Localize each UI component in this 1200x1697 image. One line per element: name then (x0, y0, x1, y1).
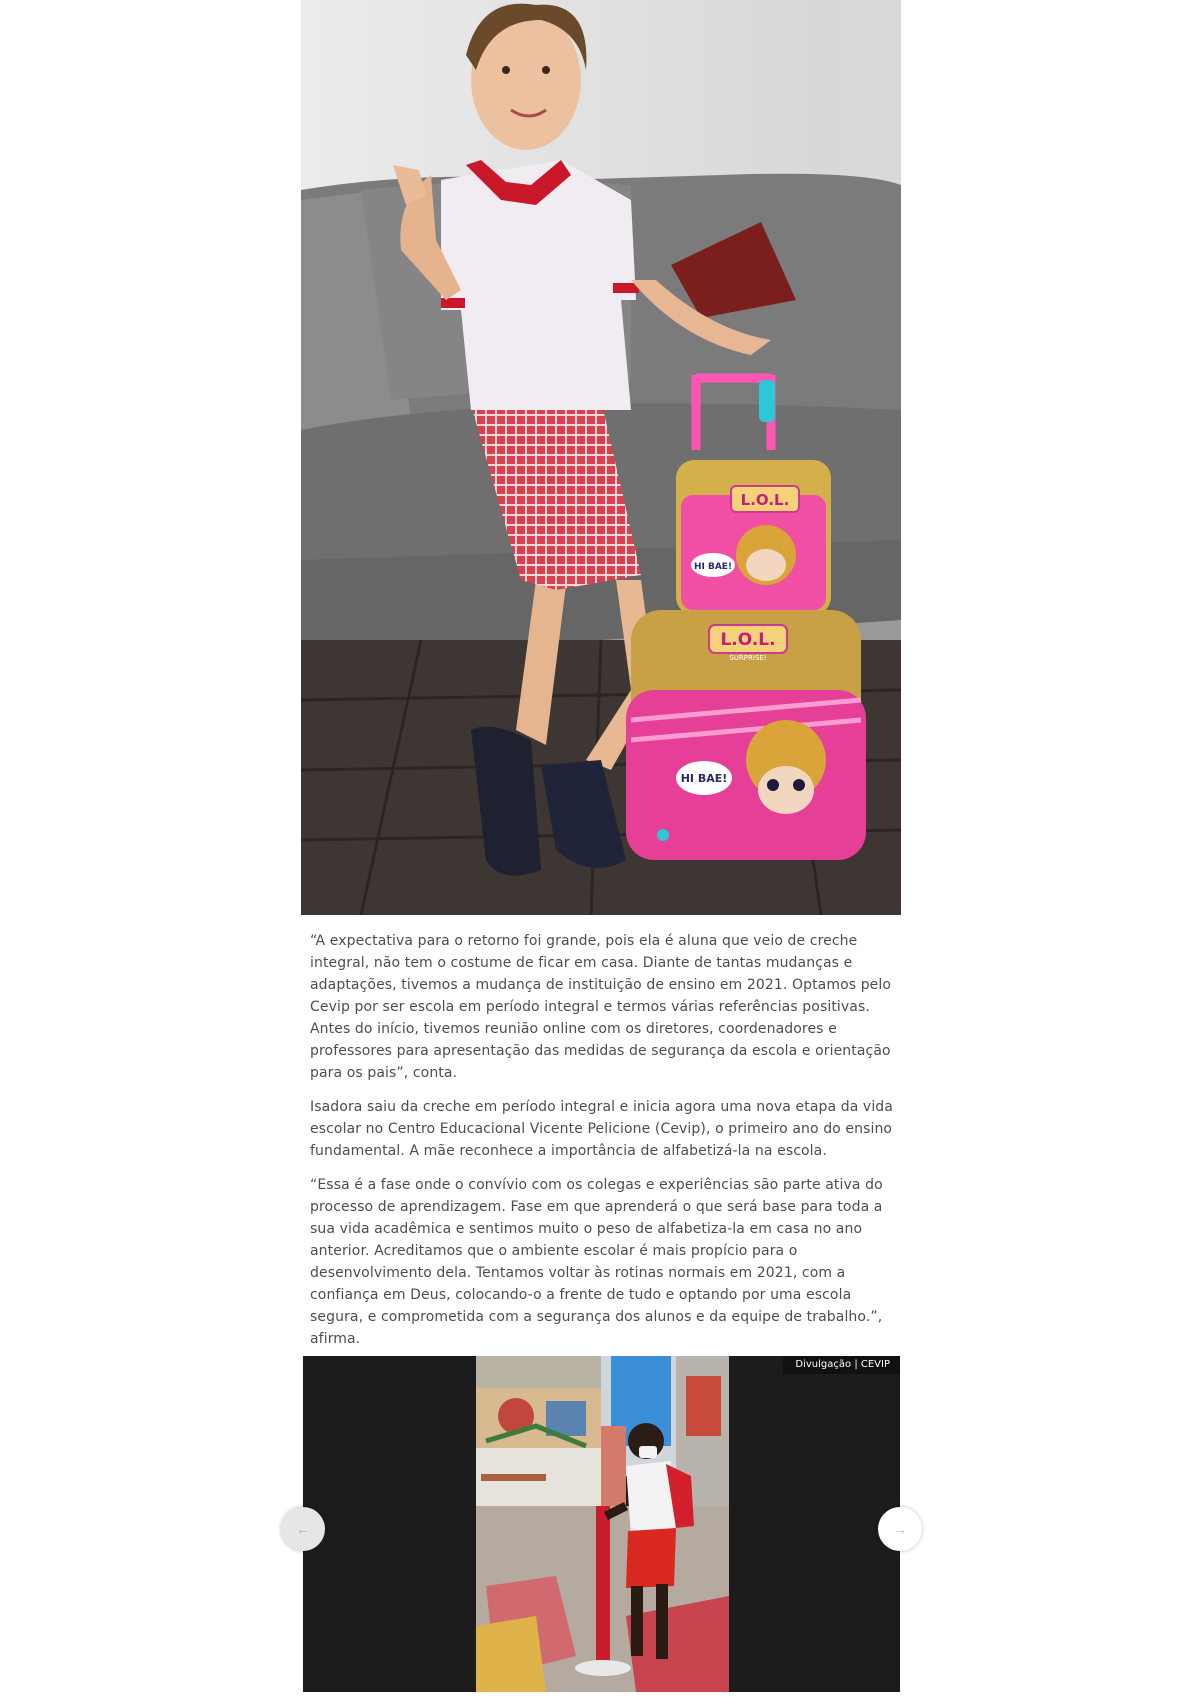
backpack-logo-top: L.O.L. (740, 491, 790, 509)
backpack-logo-sub: SURPRISE! (729, 654, 767, 662)
gallery-next-button[interactable] (878, 1507, 922, 1551)
backpack-logo-bottom: L.O.L. (720, 630, 776, 650)
arrow-left-icon: ← (296, 1521, 310, 1537)
article-paragraph: Isadora saiu da creche em período integral e inicia agora uma nova etapa da vida escolar no Centro Educacional Vicente Pelicione (Cevip), o primeiro ano do ensino fundamental. A mãe reconhece a importância de alfabetizá-la na escola. (310, 1099, 893, 1159)
photo-credit: Divulgação | CEVIP (783, 1356, 900, 1374)
gallery-prev-button[interactable] (281, 1507, 325, 1551)
article-paragraph: “Essa é a fase onde o convívio com os colegas e experiências são parte ativa do processo de aprendizagem. Fase em que aprenderá o que será base para toda a sua vida acadêmica e sentimos muito o peso de alfabetiza-la em casa no ano anterior. Acreditamos que o ambiente escolar é mais propício para o desenvolvimento dela. Tentamos voltar às rotinas normais em 2021, com a confiança em Deus, colocando-o a frente de tudo e optando por uma escola segura, e comprometida com a segurança dos alunos e da equipe de trabalho.”, afirma. (310, 1177, 883, 1347)
speech-bubble-bottom: HI BAE! (680, 772, 728, 785)
article-photo-girl-backpack (301, 0, 901, 915)
photo-illustration (301, 0, 901, 915)
article-paragraph: “A expectativa para o retorno foi grande, pois ela é aluna que veio de creche integral, não tem o costume de ficar em casa. Diante de tantas mudanças e adaptações, tivemos a mudança de instituição de ensino em 2021. Optamos pelo Cevip por ser escola em período integral e termos várias referências positivas. Antes do início, tivemos reunião online com os diretores, coordenadores e professores para apresentação das medidas de segurança da escola e orientação para os pais”, conta. (310, 933, 892, 1081)
gallery-photo-illustration (476, 1356, 729, 1692)
article-body (310, 930, 895, 1362)
gallery-slide-photo (476, 1356, 729, 1692)
speech-bubble-top: HI BAE! (693, 562, 733, 572)
photo-gallery[interactable] (296, 1356, 907, 1692)
arrow-right-icon: → (893, 1521, 907, 1537)
